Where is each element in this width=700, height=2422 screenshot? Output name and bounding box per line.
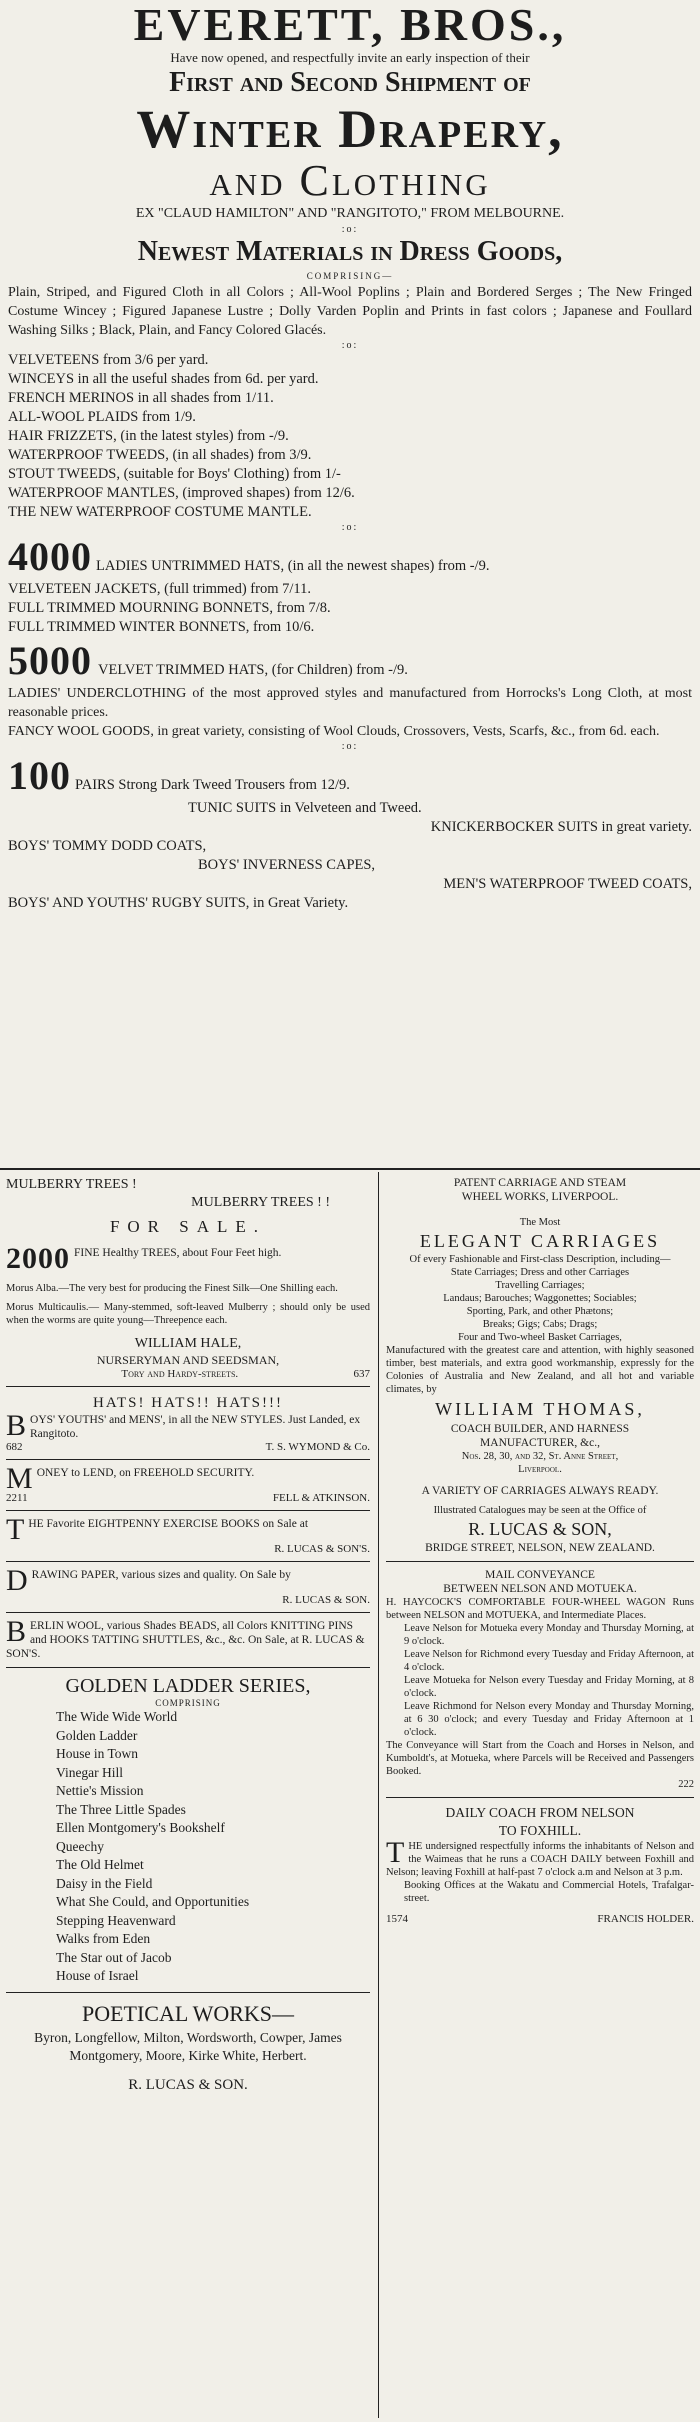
golden-comprising: COMPRISING — [155, 1698, 221, 1708]
for-sale: FOR SALE. — [109, 1217, 267, 1236]
dropcap-b: B — [6, 1409, 27, 1442]
exercise-footer — [6, 1543, 370, 1555]
dropcap-b2: B — [6, 1615, 27, 1648]
wt-trade: COACH BUILDER, AND HARNESS — [450, 1423, 630, 1435]
list-item: THE NEW WATERPROOF COSTUME MANTLE. — [8, 504, 312, 520]
boys-coats: BOYS' TOMMY DODD COATS, — [8, 838, 207, 854]
dropcap-t2: T — [386, 1836, 405, 1869]
list-item: VELVETEEN JACKETS, (full trimmed) from 7/11. — [8, 581, 311, 597]
book-item: House of Israel — [56, 1968, 139, 1983]
money-footer — [6, 1492, 370, 1504]
morus-multicaulis: Morus Multicaulis.— Many-stemmed, soft-leaved Mulberry ; should only be used when the worms are quite young—Threepence each. — [6, 1302, 370, 1326]
ex-ships: EX "CLAUD HAMILTON" AND "RANGITOTO," FROM MELBOURNE. — [135, 206, 565, 221]
poetical-seller: R. LUCAS & SON. — [128, 2076, 248, 2093]
the-most: The Most — [519, 1217, 561, 1228]
tunic-suits: TUNIC SUITS in Velveteen and Tweed. — [188, 800, 422, 816]
ornament: :o: — [341, 522, 359, 533]
booking-offices: Booking Offices at the Wakatu and Commercial Hotels, Trafalgar-street. — [404, 1880, 694, 1904]
drawing-seller: R. LUCAS & SON. — [282, 1594, 370, 1606]
patent-1: PATENT CARRIAGE AND STEAM — [453, 1177, 627, 1189]
lucas-address: BRIDGE STREET, NELSON, NEW ZEALAND. — [425, 1542, 655, 1554]
book-item: What She Could, and Opportunities — [56, 1894, 250, 1909]
hats-heading: HATS! HATS!! HATS!!! — [93, 1395, 283, 1411]
hats-seller: T. S. WYMOND & Co. — [265, 1441, 370, 1453]
dropcap-m: M — [6, 1462, 33, 1495]
right-column — [386, 1176, 694, 1925]
carriage-type: Landaus; Barouches; Waggonettes; Sociables; — [443, 1293, 637, 1304]
price-list-1 — [8, 351, 692, 522]
morus-alba: Morus Alba.—The very best for producing the Finest Silk—One Shilling each. — [6, 1283, 338, 1294]
mens-coats: MEN'S WATERPROOF TWEED COATS, — [443, 876, 692, 892]
schedule-item: Leave Nelson for Motueka every Monday and Thursday Morning, at 9 o'clock. — [404, 1623, 694, 1647]
variety: A VARIETY OF CARRIAGES ALWAYS READY. — [421, 1485, 659, 1497]
list-item: WATERPROOF MANTLES, (improved shapes) from 12/6. — [8, 485, 355, 501]
dropcap-d: D — [6, 1564, 28, 1597]
trees-text: FINE Healthy TREES, about Four Feet high. — [74, 1247, 282, 1259]
drawing-footer — [6, 1594, 370, 1606]
drawing-body: RAWING PAPER, various sizes and quality. On Sale by — [31, 1569, 291, 1581]
and-clothing: and Clothing — [209, 156, 491, 205]
number-100: 100 — [8, 753, 71, 798]
poetical-heading: POETICAL WORKS— — [81, 2000, 295, 2026]
ornament: :o: — [341, 224, 359, 235]
hats-5000 — [8, 637, 692, 684]
money-body: ONEY to LEND, on FREEHOLD SECURITY. — [36, 1467, 255, 1479]
book-item: Ellen Montgomery's Bookshelf — [56, 1820, 225, 1835]
left-column — [6, 1176, 370, 2097]
boys-capes: BOYS' INVERNESS CAPES, — [198, 857, 376, 873]
mulberry-1: MULBERRY TREES ! — [6, 1177, 137, 1192]
list-item: WATERPROOF TWEEDS, (in all shades) from 3/9. — [8, 447, 312, 463]
catalogues: Illustrated Catalogues may be seen at the Office of — [433, 1505, 647, 1516]
knickerbocker-suits: KNICKERBOCKER SUITS in great variety. — [430, 819, 692, 835]
section-divider — [0, 1168, 700, 1170]
trousers-text: PAIRS Strong Dark Tweed Trousers from 12/9. — [75, 777, 350, 793]
hale-street: Tory and Hardy-streets. — [121, 1368, 239, 1380]
list-item: FULL TRIMMED WINTER BONNETS, from 10/6. — [8, 619, 315, 635]
column-divider — [378, 1172, 379, 2418]
conveyance-number: 222 — [678, 1779, 694, 1790]
winter-drapery: Winter Drapery, — [136, 99, 564, 159]
schedule-item: Leave Richmond for Nelson every Monday and Thursday Morning, at 6 30 o'clock; and every Tuesday and Friday Afternoon at 1 o'clock. — [404, 1701, 694, 1738]
carriage-type: Four and Two-wheel Basket Carriages, — [458, 1332, 622, 1343]
hats-4000-text: LADIES UNTRIMMED HATS, (in all the newest shapes) from -/9. — [96, 558, 490, 574]
trees-2000 — [6, 1242, 370, 1276]
golden-ladder-heading: GOLDEN LADDER SERIES, — [65, 1675, 311, 1697]
wt-manufacturer: MANUFACTURER, &c., — [480, 1437, 600, 1449]
patent-2: WHEEL WORKS, LIVERPOOL. — [461, 1191, 619, 1203]
book-item: Daisy in the Field — [56, 1875, 153, 1891]
trousers-100 — [8, 752, 692, 799]
number-5000: 5000 — [8, 638, 92, 683]
wt-address: Nos. 28, 30, and 32, St. Anne Street, — [461, 1451, 619, 1462]
mail-2: BETWEEN NELSON AND MOTUEKA. — [443, 1583, 637, 1595]
elegant-carriages: ELEGANT CARRIAGES — [419, 1231, 661, 1251]
carriage-type: Breaks; Gigs; Cabs; Drags; — [482, 1319, 598, 1330]
hats-5000-text: VELVET TRIMMED HATS, (for Children) from -/9. — [98, 662, 408, 678]
hats-body: OYS' YOUTHS' and MENS', in all the NEW STYLES. Just Landed, ex Rangitoto. — [30, 1414, 361, 1440]
schedule-item: Leave Nelson for Richmond every Tuesday and Friday Afternoon, at 4 o'clock. — [404, 1649, 694, 1673]
book-item: Stepping Heavenward — [56, 1912, 176, 1928]
mail-1: MAIL CONVEYANCE — [485, 1569, 595, 1581]
book-item: Walks from Eden — [56, 1931, 151, 1946]
lucas-name: R. LUCAS & SON, — [468, 1519, 612, 1539]
hale-trade: NURSERYMAN AND SEEDSMAN, — [96, 1353, 280, 1367]
book-item: Vinegar Hill — [56, 1764, 124, 1780]
manufactured: Manufactured with the greatest care and attention, with highly seasoned timber, best materials, and extra good workmanship, expressly for the Colonies of Australia and New Zealand, and all hot and variable climates, by — [386, 1345, 694, 1395]
comprising: COMPRISING— — [306, 271, 394, 281]
money-number: 2211 — [6, 1492, 28, 1504]
dress-goods-heading: Newest Materials in Dress Goods, — [137, 236, 563, 267]
exercise-seller: R. LUCAS & SON'S. — [274, 1543, 370, 1555]
carriage-type: State Carriages; Dress and other Carriages — [450, 1267, 630, 1278]
wt-city: Liverpool. — [518, 1464, 562, 1475]
list-item: STOUT TWEEDS, (suitable for Boys' Clothing) from 1/- — [8, 466, 341, 482]
dropcap-t: T — [6, 1513, 25, 1546]
daily-coach-2: TO FOXHILL. — [498, 1823, 582, 1838]
book-item: Golden Ladder — [56, 1727, 138, 1743]
advert-title: EVERETT, BROS., — [133, 0, 567, 50]
shipment-line: First and Second Shipment of — [169, 67, 531, 98]
holder-name: FRANCIS HOLDER. — [597, 1913, 694, 1925]
list-item: HAIR FRIZZETS, (in the latest styles) from -/9. — [8, 428, 289, 444]
carriage-type: Travelling Carriages; — [495, 1280, 585, 1291]
book-item: Queechy — [56, 1838, 104, 1854]
hats-number: 682 — [6, 1441, 23, 1453]
daily-body: HE undersigned respectfully informs the inhabitants of Nelson and the Waimeas that he runs a COACH DAILY between Foxhill and Nelson; leaving Foxhill at half-past 7 o'clock a.m and Nelson at 3 p.m. — [386, 1841, 694, 1878]
carriage-type: Sporting, Park, and other Phætons; — [466, 1306, 614, 1317]
book-item: The Star out of Jacob — [56, 1949, 172, 1965]
hale-name: WILLIAM HALE, — [134, 1336, 242, 1351]
daily-coach-1: DAILY COACH FROM NELSON — [445, 1805, 635, 1820]
rugby-suits: BOYS' AND YOUTHS' RUGBY SUITS, in Great Variety. — [8, 895, 349, 911]
book-item: The Three Little Spades — [56, 1801, 186, 1817]
ornament: :o: — [341, 340, 359, 351]
holder-footer — [386, 1913, 694, 1925]
hats-4000 — [8, 533, 692, 580]
intro-line: Have now opened, and respectfully invite an early inspection of their — [170, 50, 530, 65]
money-seller: FELL & ATKINSON. — [272, 1492, 370, 1504]
william-thomas: WILLIAM THOMAS, — [435, 1399, 645, 1419]
conveyance: The Conveyance will Start from the Coach and Horses in Nelson, and Kumboldt's, at Motueka, where Parcels will be Received and Passengers Booked. — [386, 1740, 694, 1777]
list-item: WINCEYS in all the useful shades from 6d. per yard. — [8, 371, 319, 387]
number-4000: 4000 — [8, 534, 92, 579]
dress-goods-body: Plain, Striped, and Figured Cloth in all Colors ; All-Wool Poplins ; Plain and Bordered Serges ; The New Fringed Costume Wincey ; Figured Japanese Lustre ; Dolly Varden Poplin and Prints in fast colors ; Japanese and Foullard Washing Silks ; Black, Plain, and Fancy Colored Glacés. — [8, 285, 692, 338]
poetical-body: Byron, Longfellow, Milton, Wordsworth, Cowper, James Montgomery, Moore, Kirke White, Herbert. — [34, 2029, 342, 2063]
book-item: The Old Helmet — [56, 1857, 144, 1872]
elegant-body: Of every Fashionable and First-class Description, including— — [409, 1254, 671, 1265]
book-item: House in Town — [56, 1746, 139, 1761]
book-item: Nettie's Mission — [56, 1783, 144, 1798]
exercise-body: HE Favorite EIGHTPENNY EXERCISE BOOKS on Sale at — [28, 1518, 309, 1530]
mulberry-2: MULBERRY TREES ! ! — [191, 1195, 330, 1210]
book-list — [6, 1708, 370, 1986]
number-2000: 2000 — [6, 1242, 70, 1275]
underclothing: LADIES' UNDERCLOTHING of the most approved styles and manufactured from Horrocks's Long Cloth, at most reasonable prices. — [8, 686, 692, 720]
berlin-body: ERLIN WOOL, various Shades BEADS, all Colors KNITTING PINS and HOOKS TATTING SHUTTLES, &c., &c. On Sale, at R. LUCAS & SON'S. — [6, 1620, 365, 1660]
haycock: H. HAYCOCK'S COMFORTABLE FOUR-WHEEL WAGON Runs between NELSON and MOTUEKA, and Intermediate Places. — [386, 1597, 694, 1621]
book-item: The Wide Wide World — [56, 1709, 178, 1724]
everett-advert — [8, 0, 692, 913]
ornament: :o: — [341, 741, 359, 752]
holder-number: 1574 — [386, 1913, 408, 1925]
hale-number: 637 — [353, 1368, 370, 1380]
hats-footer — [6, 1441, 370, 1453]
list-item: FULL TRIMMED MOURNING BONNETS, from 7/8. — [8, 600, 331, 616]
list-item: FRENCH MERINOS in all shades from 1/11. — [8, 390, 274, 406]
hale-address — [6, 1368, 370, 1380]
list-item: ALL-WOOL PLAIDS from 1/9. — [8, 409, 196, 425]
schedule-item: Leave Motueka for Nelson every Tuesday and Friday Morning, at 8 o'clock. — [404, 1675, 694, 1699]
list-item: VELVETEENS from 3/6 per yard. — [8, 352, 209, 368]
fancy-wool: FANCY WOOL GOODS, in great variety, consisting of Wool Clouds, Crossovers, Vests, Scarfs, &c., from 6d. each. — [8, 724, 660, 739]
